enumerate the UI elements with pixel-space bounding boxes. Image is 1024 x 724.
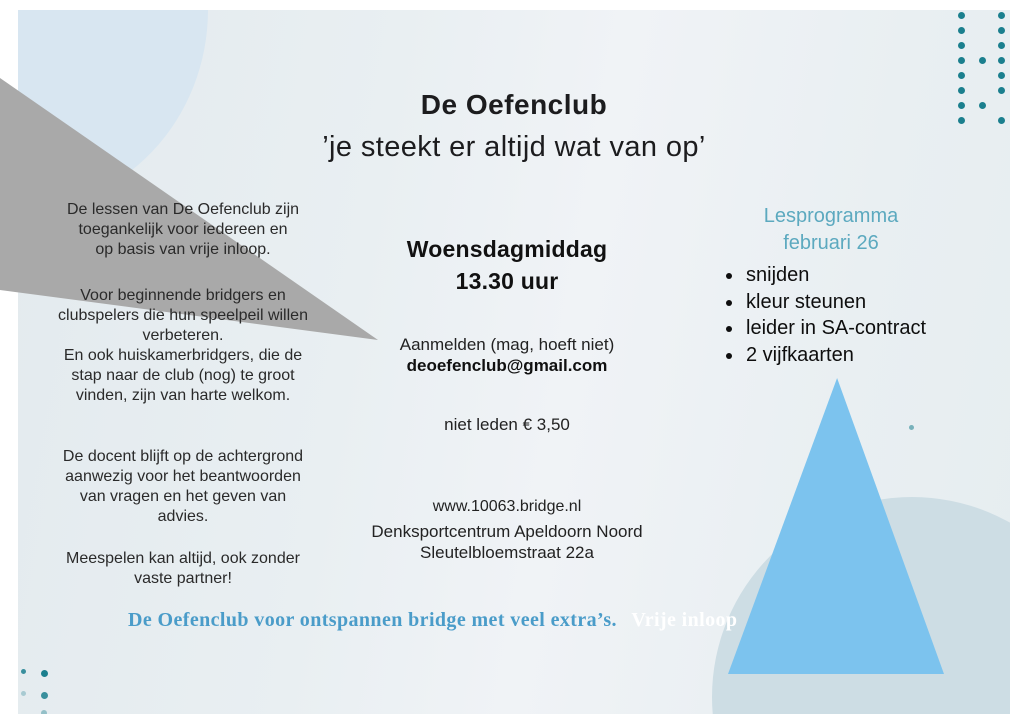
program-block	[706, 203, 956, 368]
program-subtitle: februari 26	[783, 232, 879, 254]
flyer-page	[18, 10, 1010, 714]
venue-street: Sleutelbloemstraat 22a	[420, 543, 594, 562]
intro-line: Voor beginnende bridgers en	[80, 287, 286, 304]
intro-line: verbeteren.	[142, 327, 224, 344]
website-url: www.10063.bridge.nl	[432, 498, 582, 515]
club-slogan: ’je steekt er altijd wat van op’	[322, 131, 706, 163]
intro-line: toegankelijk voor iedereen en	[78, 221, 288, 238]
intro-line: vinden, zijn van harte welkom.	[75, 387, 291, 404]
intro-line: De lessen van De Oefenclub zijn	[66, 201, 300, 218]
club-name: De Oefenclub	[420, 89, 608, 120]
tagline-main: De Oefenclub voor ontspannen bridge met veel extra’s.	[128, 609, 617, 631]
signup-email: deoefenclub@gmail.com	[406, 356, 608, 375]
program-item: • leider in SA-contract	[744, 315, 956, 342]
program-list	[706, 262, 956, 368]
intro-line: aanwezig voor het beantwoorden	[65, 468, 301, 485]
intro-text	[33, 200, 333, 589]
venue-name: Denksportcentrum Apeldoorn Noord	[371, 522, 643, 541]
program-title: Lesprogramma	[763, 205, 899, 227]
intro-line: stap naar de club (nog) te groot	[71, 367, 295, 384]
intro-line: clubspelers die hun speelpeil willen	[58, 307, 308, 324]
price-non-members: niet leden € 3,50	[444, 415, 570, 434]
program-item: • snijden	[744, 262, 956, 289]
intro-line: De docent blijft op de achtergrond	[62, 448, 304, 465]
intro-line: Meespelen kan altijd, ook zonder	[66, 550, 300, 567]
tagline-highlight: Vrije inloop	[631, 609, 738, 631]
schedule-day: Woensdagmiddag	[406, 236, 608, 262]
flyer-content	[18, 10, 1010, 714]
intro-line: vaste partner!	[134, 570, 232, 587]
intro-line: op basis van vrije inloop.	[95, 241, 271, 258]
program-item: • kleur steunen	[744, 289, 956, 316]
schedule-time: 13.30 uur	[455, 268, 559, 294]
signup-label: Aanmelden (mag, hoeft niet)	[399, 335, 615, 354]
tagline	[128, 609, 737, 632]
intro-line: van vragen en het geven van	[79, 488, 287, 505]
program-item: • 2 vijfkaarten	[744, 342, 956, 369]
intro-line: En ook huiskamerbridgers, die de	[63, 347, 303, 364]
intro-line: advies.	[157, 508, 209, 525]
